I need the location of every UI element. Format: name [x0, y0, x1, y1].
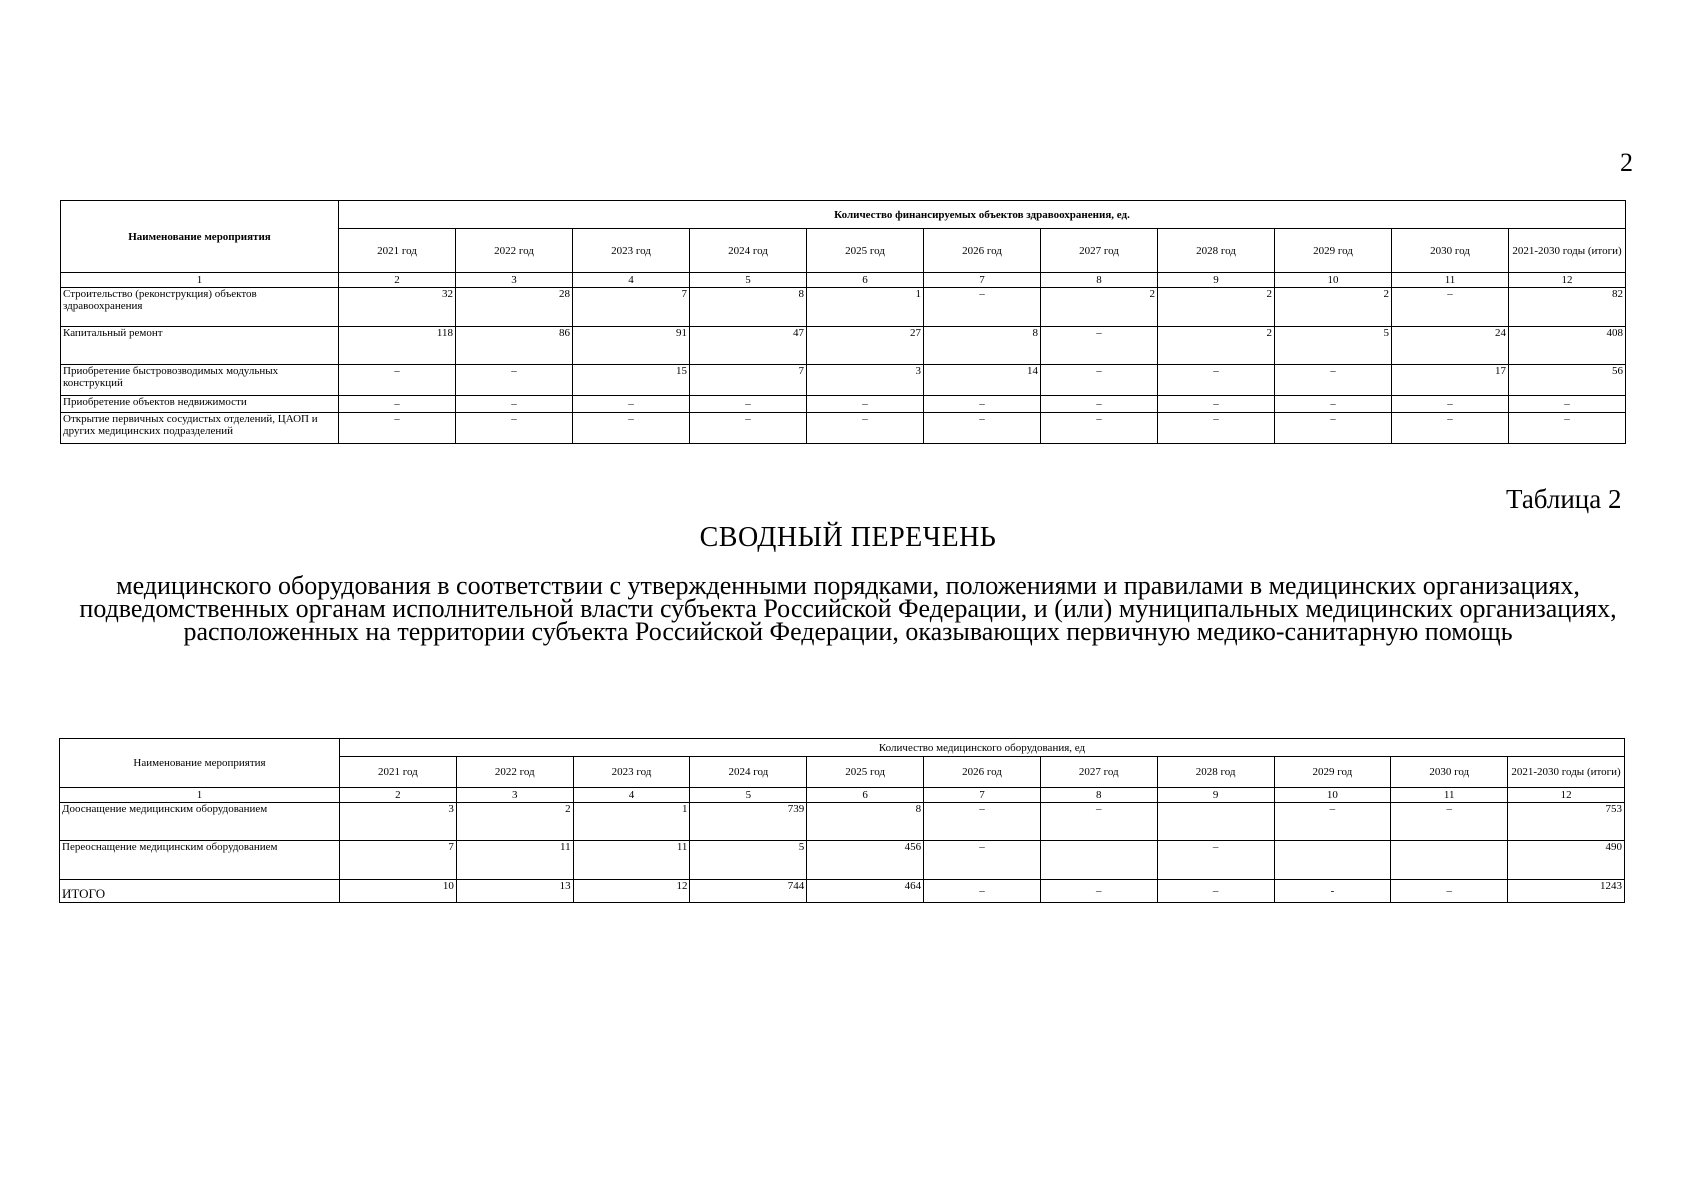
t1-year: 2022 год: [456, 229, 573, 273]
cell-value: 7: [573, 288, 690, 327]
cell-value: -: [1274, 880, 1391, 903]
t1-year: 2023 год: [573, 229, 690, 273]
t2-col-number: 12: [1508, 788, 1625, 803]
cell-value: –: [690, 396, 807, 413]
cell-value: –: [924, 396, 1041, 413]
t2-col-number: 1: [60, 788, 340, 803]
t1-year: 2028 год: [1158, 229, 1275, 273]
row-name: Открытие первичных сосудистых отделений, ЦАОП и других медицинских подразделений: [61, 413, 339, 444]
cell-value: –: [1275, 365, 1392, 396]
table-row: [61, 327, 1626, 365]
cell-value: 13: [456, 880, 573, 903]
cell-value: 2: [1275, 288, 1392, 327]
t1-col-title: Наименование мероприятия: [61, 201, 339, 273]
t2-col-number: 7: [924, 788, 1041, 803]
t2-year-total: 2021-2030 годы (итоги): [1508, 757, 1625, 788]
cell-value: 1: [807, 288, 924, 327]
t2-year: 2030 год: [1391, 757, 1508, 788]
cell-value: –: [573, 396, 690, 413]
t1-year: 2027 год: [1041, 229, 1158, 273]
cell-value: –: [1391, 803, 1508, 841]
cell-value: 14: [924, 365, 1041, 396]
cell-value: –: [1041, 365, 1158, 396]
cell-value: –: [1041, 413, 1158, 444]
cell-value: 5: [1275, 327, 1392, 365]
cell-value: –: [1509, 396, 1626, 413]
cell-value: 11: [456, 841, 573, 880]
cell-value: –: [573, 413, 690, 444]
cell-value: –: [807, 396, 924, 413]
cell-value: –: [1158, 365, 1275, 396]
t1-year-total: 2021-2030 годы (итоги): [1509, 229, 1626, 273]
cell-value: –: [1157, 841, 1274, 880]
cell-value: 490: [1508, 841, 1625, 880]
cell-value: –: [456, 365, 573, 396]
cell-value: 2: [1041, 288, 1158, 327]
cell-value: 28: [456, 288, 573, 327]
t1-year: 2030 год: [1392, 229, 1509, 273]
cell-value: 739: [690, 803, 807, 841]
cell-value: –: [1392, 413, 1509, 444]
t2-year: 2024 год: [690, 757, 807, 788]
t2-col-number: 2: [340, 788, 457, 803]
cell-value: 7: [690, 365, 807, 396]
cell-value: 118: [339, 327, 456, 365]
cell-value: 1: [573, 803, 690, 841]
cell-value: 2: [1158, 327, 1275, 365]
t1-col-number: 4: [573, 273, 690, 288]
cell-value: 86: [456, 327, 573, 365]
cell-value: –: [1509, 413, 1626, 444]
cell-value: [1391, 841, 1508, 880]
t1-col-number: 1: [61, 273, 339, 288]
cell-value: –: [690, 413, 807, 444]
cell-value: 456: [807, 841, 924, 880]
cell-value: –: [924, 288, 1041, 327]
cell-value: –: [1391, 880, 1508, 903]
cell-value: 408: [1509, 327, 1626, 365]
cell-value: –: [1275, 396, 1392, 413]
t1-col-number: 7: [924, 273, 1041, 288]
t2-year: 2021 год: [340, 757, 457, 788]
cell-value: 27: [807, 327, 924, 365]
row-name: Переоснащение медицинским оборудованием: [60, 841, 340, 880]
t2-year: 2023 год: [573, 757, 690, 788]
cell-value: 8: [690, 288, 807, 327]
t1-col-number: 9: [1158, 273, 1275, 288]
t1-col-number: 5: [690, 273, 807, 288]
t2-year: 2022 год: [456, 757, 573, 788]
cell-value: 47: [690, 327, 807, 365]
cell-value: –: [807, 413, 924, 444]
table-row: [60, 880, 1625, 903]
cell-value: 10: [340, 880, 457, 903]
row-name: Капитальный ремонт: [61, 327, 339, 365]
t2-col-number: 3: [456, 788, 573, 803]
cell-value: –: [1041, 327, 1158, 365]
cell-value: 56: [1509, 365, 1626, 396]
row-name: Строительство (реконструкция) объектов здравоохранения: [61, 288, 339, 327]
cell-value: 8: [807, 803, 924, 841]
t2-col-number: 10: [1274, 788, 1391, 803]
t1-col-number: 11: [1392, 273, 1509, 288]
cell-value: [1040, 841, 1157, 880]
cell-value: –: [1158, 396, 1275, 413]
cell-value: –: [924, 803, 1041, 841]
row-name: Приобретение быстровозводимых модульных конструкций: [61, 365, 339, 396]
cell-value: 5: [690, 841, 807, 880]
table-row: [61, 365, 1626, 396]
cell-value: 12: [573, 880, 690, 903]
cell-value: 2: [1158, 288, 1275, 327]
row-name-total: ИТОГО: [60, 880, 340, 903]
cell-value: 11: [573, 841, 690, 880]
t1-year: 2029 год: [1275, 229, 1392, 273]
t1-year: 2025 год: [807, 229, 924, 273]
t2-year: 2027 год: [1040, 757, 1157, 788]
medical-equipment-table: [59, 738, 1625, 903]
financed-objects-table: [60, 200, 1626, 444]
t1-col-number: 8: [1041, 273, 1158, 288]
t1-col-number: 2: [339, 273, 456, 288]
t2-year: 2029 год: [1274, 757, 1391, 788]
row-name: Дооснащение медицинским оборудованием: [60, 803, 340, 841]
cell-value: –: [1274, 803, 1391, 841]
cell-value: 82: [1509, 288, 1626, 327]
t2-column-numbers: [60, 788, 1625, 803]
t2-col-title: Наименование мероприятия: [60, 739, 340, 788]
cell-value: –: [1392, 288, 1509, 327]
cell-value: –: [1275, 413, 1392, 444]
cell-value: –: [1040, 880, 1157, 903]
cell-value: –: [924, 880, 1041, 903]
t2-col-number: 9: [1157, 788, 1274, 803]
cell-value: –: [339, 413, 456, 444]
cell-value: [1157, 803, 1274, 841]
cell-value: 1243: [1508, 880, 1625, 903]
t2-col-number: 6: [807, 788, 924, 803]
t1-col-number: 6: [807, 273, 924, 288]
cell-value: 7: [340, 841, 457, 880]
table-row: [61, 288, 1626, 327]
cell-value: –: [1158, 413, 1275, 444]
cell-value: 24: [1392, 327, 1509, 365]
cell-value: –: [1040, 803, 1157, 841]
cell-value: –: [1392, 396, 1509, 413]
cell-value: 3: [807, 365, 924, 396]
page-number: 2: [1620, 148, 1633, 177]
cell-value: 753: [1508, 803, 1625, 841]
page-title: СВОДНЫЙ ПЕРЕЧЕНЬ: [699, 522, 997, 553]
cell-value: –: [924, 841, 1041, 880]
cell-value: 464: [807, 880, 924, 903]
cell-value: –: [1157, 880, 1274, 903]
cell-value: –: [339, 396, 456, 413]
cell-value: 8: [924, 327, 1041, 365]
t1-year: 2026 год: [924, 229, 1041, 273]
cell-value: 744: [690, 880, 807, 903]
row-name: Приобретение объектов недвижимости: [61, 396, 339, 413]
t1-col-number: 3: [456, 273, 573, 288]
cell-value: 3: [340, 803, 457, 841]
cell-value: 17: [1392, 365, 1509, 396]
cell-value: 15: [573, 365, 690, 396]
t1-year: 2021 год: [339, 229, 456, 273]
cell-value: –: [924, 413, 1041, 444]
table-row: [60, 841, 1625, 880]
t1-column-numbers: [61, 273, 1626, 288]
cell-value: –: [339, 365, 456, 396]
t2-col-number: 4: [573, 788, 690, 803]
t1-col-number: 12: [1509, 273, 1626, 288]
table-label: Таблица 2: [1506, 484, 1622, 514]
cell-value: 2: [456, 803, 573, 841]
t1-group-title: Количество финансируемых объектов здравоохранения, ед.: [339, 201, 1626, 229]
t1-year: 2024 год: [690, 229, 807, 273]
t2-year: 2025 год: [807, 757, 924, 788]
cell-value: 32: [339, 288, 456, 327]
t2-col-number: 5: [690, 788, 807, 803]
table-row: [60, 803, 1625, 841]
cell-value: –: [1041, 396, 1158, 413]
cell-value: –: [456, 396, 573, 413]
cell-value: –: [456, 413, 573, 444]
t2-col-number: 11: [1391, 788, 1508, 803]
cell-value: 91: [573, 327, 690, 365]
cell-value: [1274, 841, 1391, 880]
table-row: [61, 413, 1626, 444]
page-subtitle: медицинского оборудования в соответствии с утвержденными порядками, положениями и правилами в медицинских организациях, подведомственных органам исполнительной власти субъекта Российской Федерации, и (или) муниципальных медицинских организациях, расположенных на территории субъекта Российской Федерации, оказывающих первичную медико-санитарную помощь: [79, 571, 1617, 646]
t1-col-number: 10: [1275, 273, 1392, 288]
table-row: [61, 396, 1626, 413]
t2-year: 2026 год: [924, 757, 1041, 788]
t2-group-title: Количество медицинского оборудования, ед: [340, 739, 1625, 757]
t2-col-number: 8: [1040, 788, 1157, 803]
t2-year: 2028 год: [1157, 757, 1274, 788]
